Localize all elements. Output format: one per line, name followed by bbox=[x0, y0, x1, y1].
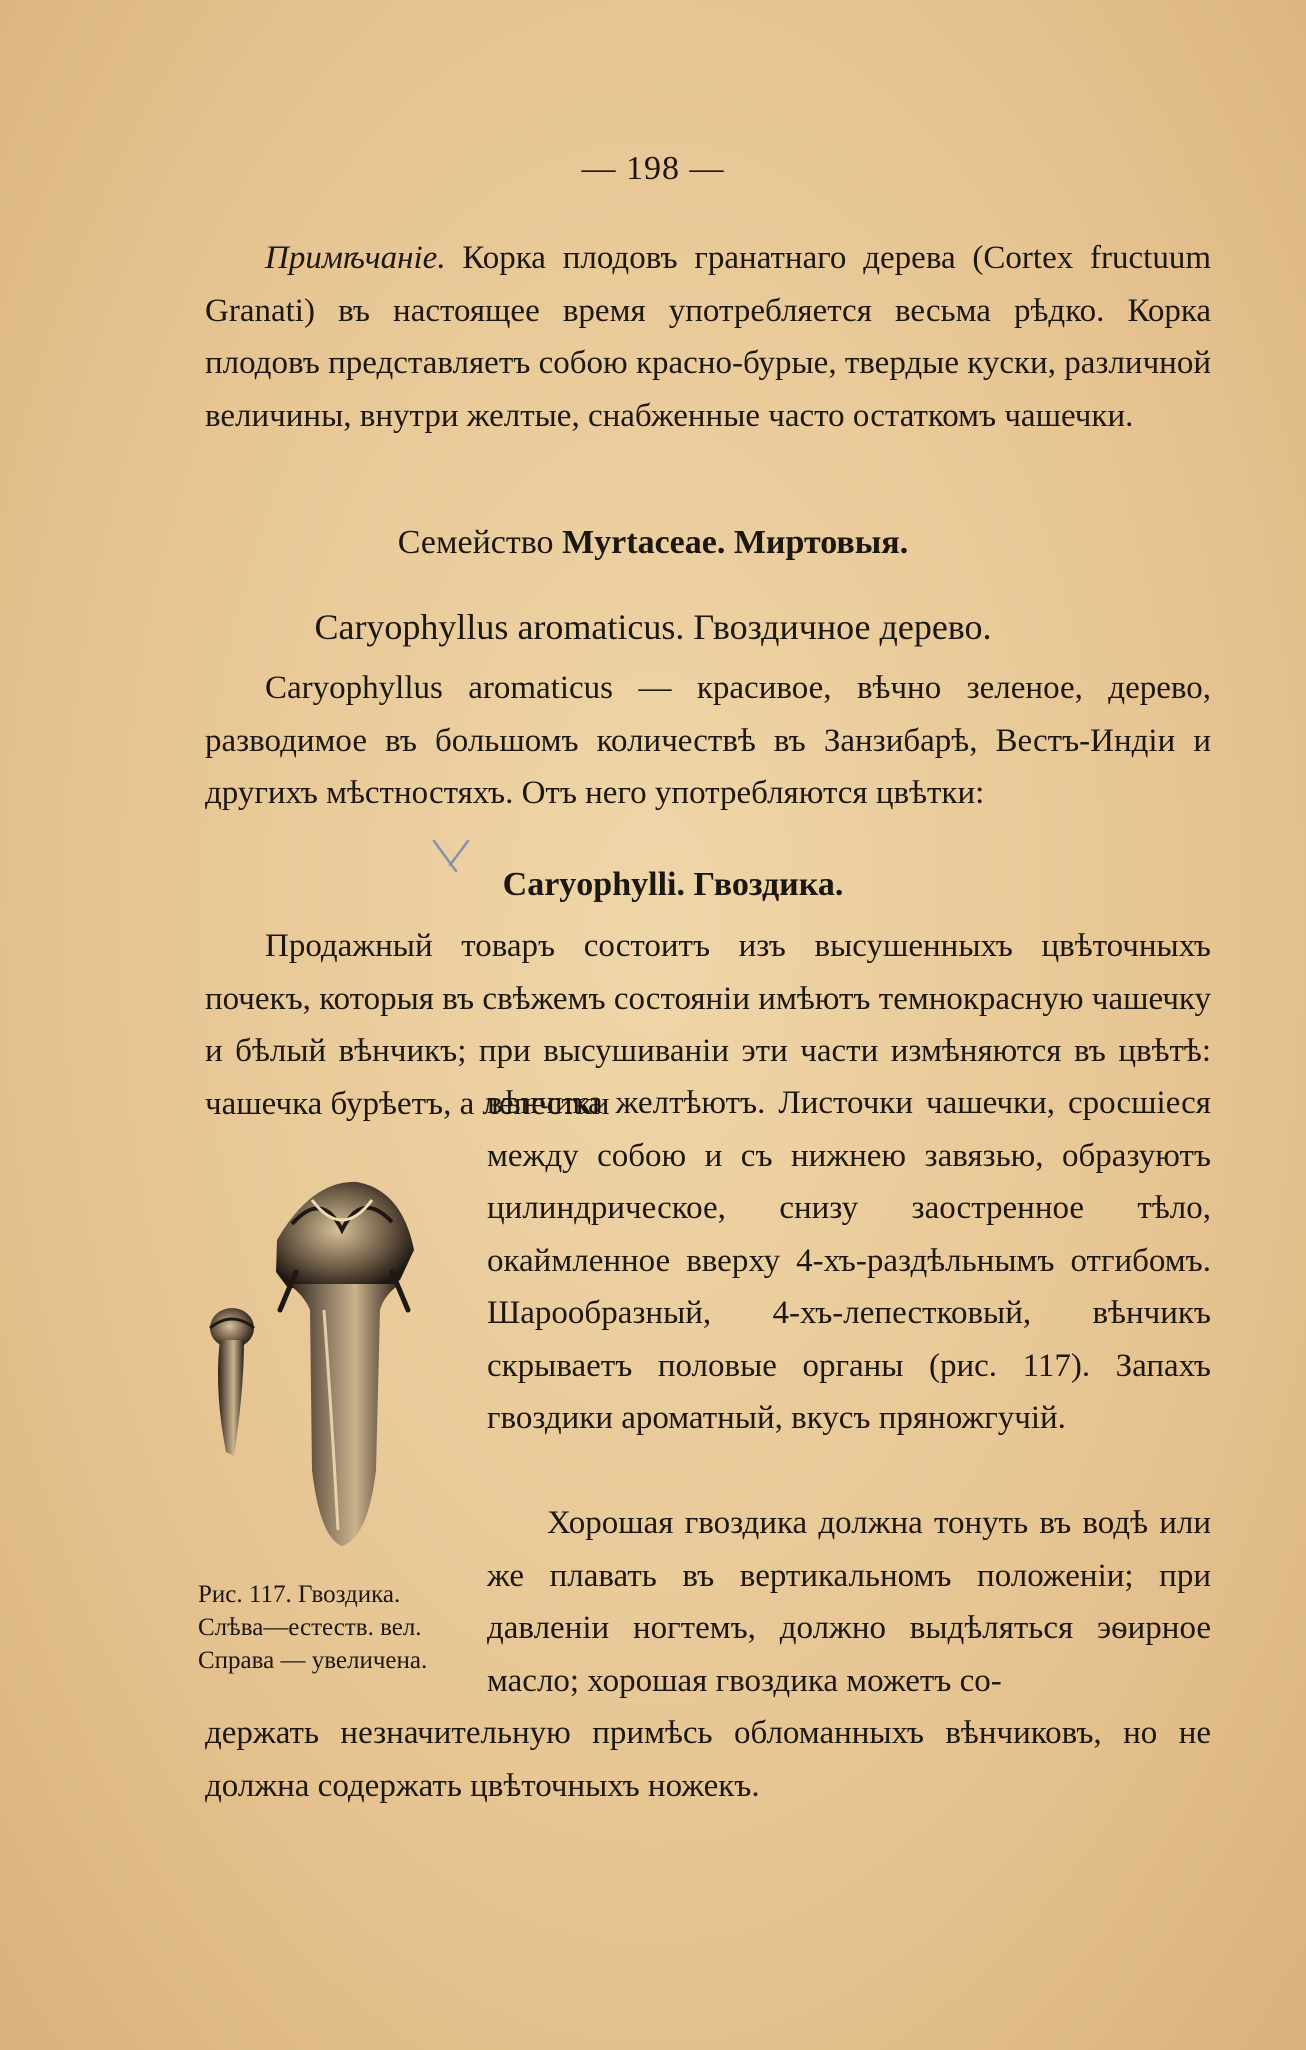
note-paragraph bbox=[205, 232, 1211, 442]
family-heading-prefix: Семейство bbox=[397, 524, 554, 561]
description-right-2: Хорошая гвоздика должна тонуть въ водѣ или же плавать въ вертикальномъ положеніи; при давленіи ногтемъ, должно выдѣляться эѳирное масло; хорошая гвоздика можетъ со- bbox=[487, 1505, 1211, 1699]
species-paragraph: Caryophyllus aromaticus — красивое, вѣчно зеленое, дерево, разводимое въ большомъ количествѣ въ Занзибарѣ, Вестъ-Индіи и другихъ мѣстностяхъ. Отъ него употребляются цвѣтки: bbox=[205, 670, 1211, 811]
drug-heading-text: Caryophylli. Гвоздика. bbox=[502, 866, 844, 903]
description-top: Продажный товаръ состоитъ изъ высушенныхъ цвѣточныхъ почекъ, которыя въ свѣжемъ состояніи имѣютъ темнокрасную чашечку и бѣлый вѣнчикъ; при высушиваніи эти части измѣняются въ цвѣтѣ: чашечка бурѣетъ, а лепестки bbox=[205, 928, 1211, 1122]
clove-enlarged bbox=[276, 1182, 414, 1546]
drug-heading bbox=[0, 866, 1306, 904]
note-text: Корка плодовъ гранатнаго дерева (Cortex fructuum Granati) въ настоящее время употребляется весьма рѣдко. Корка плодовъ представляетъ собою красно-бурые, твердые куски, различной величины, внутри желтые, снабженные часто остаткомъ чашечки. bbox=[205, 240, 1211, 434]
figure-caption-line: Слѣва—естеств. вел. bbox=[198, 1614, 422, 1641]
description-bottom: держать незначительную примѣсь обломанныхъ вѣнчиковъ, но не должна содержать цвѣточныхъ ножекъ. bbox=[205, 1715, 1211, 1804]
figure-caption-line: Рис. 117. Гвоздика. bbox=[198, 1581, 401, 1608]
family-heading bbox=[0, 524, 1306, 562]
clove-figure-illustration bbox=[192, 1160, 462, 1550]
note-label: Примѣчаніе. bbox=[265, 240, 446, 276]
clove-natural-size bbox=[210, 1308, 254, 1456]
figure-caption bbox=[198, 1578, 458, 1677]
species-heading: Caryophyllus aromaticus. Гвоздичное дерево. bbox=[314, 607, 992, 647]
family-heading-name: Myrtaceae. Миртовыя. bbox=[562, 524, 909, 561]
description-right-1: вѣнчика желтѣютъ. Листочки чашечки, сросшіеся между собою и съ нижнею завязью, образуютъ цилиндрическое, снизу заостренное тѣло, окаймленное вверху 4-хъ-раздѣльнымъ отгибомъ. Шарообразный, 4-хъ-лепестковый, вѣнчикъ скрываетъ половые органы (рис. 117). Запахъ гвоздики ароматный, вкусъ пряножгучій. bbox=[487, 1085, 1211, 1436]
figure-caption-line: Справа — увеличена. bbox=[198, 1647, 428, 1674]
page-number: — 198 — bbox=[581, 150, 725, 187]
